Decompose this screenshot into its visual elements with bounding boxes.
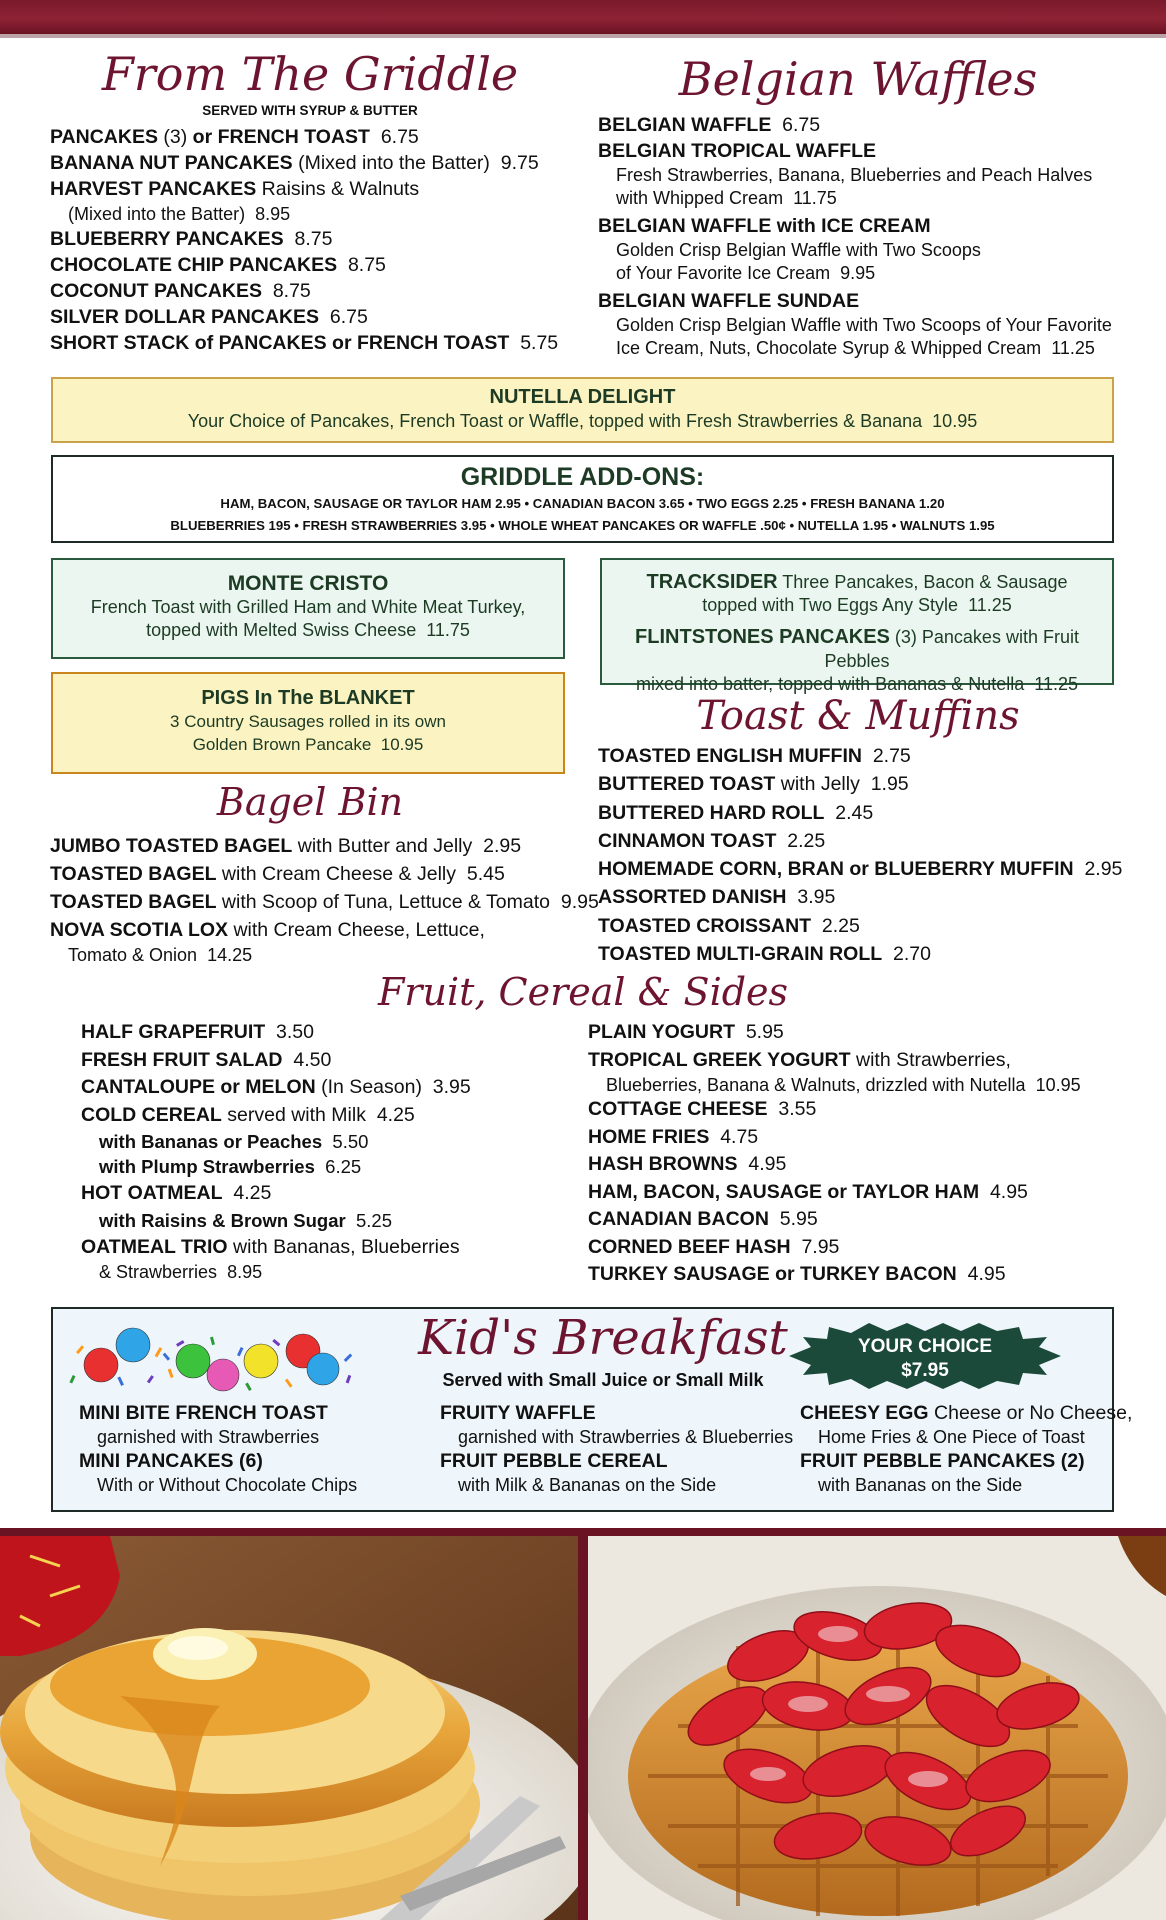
menu-item: PANCAKES (3) or FRENCH TOAST 6.75	[50, 126, 419, 148]
menu-item: HOT OATMEAL 4.25	[81, 1182, 272, 1204]
kids-item: FRUITY WAFFLE	[440, 1402, 596, 1424]
tracksider-line: TRACKSIDER Three Pancakes, Bacon & Sausage	[646, 571, 1068, 593]
kids-item-sub: garnished with Strawberries & Blueberries	[458, 1427, 794, 1447]
monte-title: MONTE CRISTO	[227, 572, 389, 595]
menu-item: TOASTED ENGLISH MUFFIN 2.75	[598, 745, 911, 767]
monte-desc: topped with Melted Swiss Cheese 11.75	[146, 620, 470, 640]
menu-item-sub: Fresh Strawberries, Banana, Blueberries and Peach Halves	[616, 165, 1093, 185]
menu-item-sub: Blueberries, Banana & Walnuts, drizzled with Nutella 10.95	[606, 1075, 1081, 1095]
menu-item-sub: with Plump Strawberries 6.25	[99, 1156, 362, 1177]
toast-section	[598, 690, 1158, 968]
badge-text: YOUR CHOICE	[857, 1336, 993, 1357]
kids-item: FRUIT PEBBLE CEREAL	[440, 1450, 668, 1472]
kids-column-1	[79, 1401, 409, 1497]
menu-item: ASSORTED DANISH 3.95	[598, 886, 836, 909]
kids-item-sub: with Bananas on the Side	[818, 1475, 1023, 1495]
menu-item: BELGIAN WAFFLE with ICE CREAM	[598, 215, 931, 237]
kids-item: CHEESY EGG Cheese or No Cheese,	[800, 1402, 1133, 1424]
kids-item-sub: Home Fries & One Piece of Toast	[818, 1427, 1085, 1447]
pigs-desc: Golden Brown Pancake 10.95	[192, 735, 424, 754]
menu-item: CANTALOUPE or MELON (In Season) 3.95	[81, 1076, 471, 1098]
fruit-right-column	[588, 1019, 1158, 1289]
menu-item: HALF GRAPEFRUIT 3.50	[81, 1021, 314, 1043]
kids-item-sub: garnished with Strawberries	[97, 1427, 320, 1447]
menu-item-sub: Golden Crisp Belgian Waffle with Two Scoops	[616, 240, 981, 260]
kids-title: Kid's Breakfast	[418, 1310, 788, 1366]
nutella-title: NUTELLA DELIGHT	[489, 386, 676, 408]
kids-item-sub: With or Without Chocolate Chips	[97, 1475, 358, 1495]
menu-item: CANADIAN BACON 5.95	[588, 1208, 818, 1230]
kids-item: FRUIT PEBBLE PANCAKES (2)	[800, 1450, 1085, 1472]
menu-item: NOVA SCOTIA LOX with Cream Cheese, Lettuce,	[50, 919, 485, 941]
menu-item-sub: & Strawberries 8.95	[99, 1262, 263, 1282]
menu-item: COCONUT PANCAKES 8.75	[50, 280, 311, 302]
kids-item-sub: with Milk & Bananas on the Side	[458, 1475, 717, 1495]
menu-item-sub: with Whipped Cream 11.75	[616, 188, 837, 208]
menu-item-sub: with Raisins & Brown Sugar 5.25	[99, 1210, 392, 1231]
menu-item: BANANA NUT PANCAKES (Mixed into the Batter) 9.75	[50, 152, 539, 174]
griddle-subtitle: SERVED WITH SYRUP & BUTTER	[202, 103, 418, 118]
kids-column-3	[800, 1401, 1133, 1497]
addons-title: GRIDDLE ADD-ONS:	[460, 463, 705, 491]
menu-item: HOME FRIES 4.75	[588, 1125, 759, 1148]
nutella-desc: Your Choice of Pancakes, French Toast or Waffle, topped with Fresh Strawberries & Banana 10.95	[187, 411, 978, 431]
menu-item: TOASTED BAGEL with Scoop of Tuna, Lettuce & Tomato 9.95	[50, 891, 599, 913]
griddle-addons-box	[51, 455, 1114, 543]
menu-item: TROPICAL GREEK YOGURT with Strawberries,	[588, 1048, 1011, 1071]
menu-item-sub: of Your Favorite Ice Cream 9.95	[616, 263, 876, 283]
tracksider-line: topped with Two Eggs Any Style 11.25	[702, 595, 1012, 615]
tracksider-box	[600, 558, 1114, 694]
pigs-title: PIGS In The BLANKET	[201, 687, 415, 709]
flintstones-line: FLINTSTONES PANCAKES (3) Pancakes with Fruit Pebbles	[635, 626, 1079, 671]
menu-item: CHOCOLATE CHIP PANCAKES 8.75	[50, 254, 386, 276]
menu-item: COTTAGE CHEESE 3.55	[588, 1098, 817, 1120]
menu-item: CORNED BEEF HASH 7.95	[588, 1235, 840, 1258]
menu-item: BUTTERED TOAST with Jelly 1.95	[598, 773, 909, 796]
bagel-section	[50, 776, 599, 966]
kids-column-2	[440, 1401, 800, 1497]
top-band	[0, 0, 1166, 34]
menu-item-sub: Tomato & Onion 14.25	[68, 945, 253, 965]
pancake-photo	[0, 1536, 578, 1920]
nutella-delight-box	[51, 377, 1114, 443]
balloons-confetti-icon	[61, 1317, 371, 1407]
menu-item: BUTTERED HARD ROLL 2.45	[598, 801, 874, 824]
badge-price: $7.95	[901, 1360, 949, 1381]
photo-divider	[0, 1528, 1166, 1536]
bagel-title: Bagel Bin	[216, 780, 404, 824]
waffles-section	[598, 48, 1118, 360]
menu-item: TOASTED CROISSANT 2.25	[598, 914, 860, 937]
toast-title: Toast & Muffins	[696, 693, 1020, 739]
kids-item: MINI PANCAKES (6)	[79, 1450, 263, 1472]
menu-item: TURKEY SAUSAGE or TURKEY BACON 4.95	[588, 1263, 1006, 1285]
kids-item: MINI BITE FRENCH TOAST	[79, 1402, 328, 1424]
your-choice-badge	[789, 1321, 1061, 1391]
kids-subtitle: Served with Small Juice or Small Milk	[442, 1370, 764, 1390]
menu-item: COLD CEREAL served with Milk 4.25	[81, 1103, 415, 1126]
menu-item-sub: Ice Cream, Nuts, Chocolate Syrup & Whipped Cream 11.25	[616, 338, 1095, 358]
menu-item: CINNAMON TOAST 2.25	[598, 829, 826, 852]
flintstones-line: mixed into batter, topped with Bananas & Nutella 11.25	[636, 674, 1078, 694]
addons-line: BLUEBERRIES 195 • FRESH STRAWBERRIES 3.95 • WHOLE WHEAT PANCAKES OR WAFFLE .50¢ • NUTELLA 1.95 • WALNUTS 1.95	[170, 518, 995, 533]
menu-item: JUMBO TOASTED BAGEL with Butter and Jelly 2.95	[50, 835, 522, 857]
addons-line: HAM, BACON, SAUSAGE OR TAYLOR HAM 2.95 • CANADIAN BACON 3.65 • TWO EGGS 2.25 • FRESH BANANA 1.20	[220, 496, 945, 511]
menu-item: TOASTED MULTI-GRAIN ROLL 2.70	[598, 943, 931, 966]
menu-item: HARVEST PANCAKES Raisins & Walnuts	[50, 178, 420, 200]
menu-item: SILVER DOLLAR PANCAKES 6.75	[50, 306, 368, 328]
menu-item: BELGIAN TROPICAL WAFFLE	[598, 140, 877, 162]
fruit-title: Fruit, Cereal & Sides	[377, 970, 789, 1014]
pigs-desc: 3 Country Sausages rolled in its own	[170, 712, 446, 731]
menu-item: FRESH FRUIT SALAD 4.50	[81, 1048, 332, 1071]
menu-item-sub: (Mixed into the Batter) 8.95	[68, 204, 291, 224]
kids-breakfast-box	[51, 1307, 1133, 1512]
menu-item: BLUEBERRY PANCAKES 8.75	[50, 228, 333, 250]
menu-item: BELGIAN WAFFLE SUNDAE	[598, 290, 860, 312]
griddle-section	[50, 46, 570, 356]
menu-item: SHORT STACK of PANCAKES or FRENCH TOAST 5.75	[50, 332, 559, 354]
pigs-blanket-box	[51, 672, 565, 774]
menu-item-sub: with Bananas or Peaches 5.50	[99, 1131, 369, 1152]
monte-desc: French Toast with Grilled Ham and White Meat Turkey,	[90, 597, 526, 617]
monte-cristo-box	[51, 558, 565, 659]
griddle-title: From The Griddle	[101, 47, 519, 101]
waffles-title: Belgian Waffles	[678, 52, 1038, 106]
menu-item: PLAIN YOGURT 5.95	[588, 1021, 784, 1043]
menu-item: HASH BROWNS 4.95	[588, 1153, 787, 1175]
menu-item: BELGIAN WAFFLE 6.75	[598, 114, 821, 136]
menu-item-sub: Golden Crisp Belgian Waffle with Two Scoops of Your Favorite	[616, 315, 1112, 335]
menu-item: TOASTED BAGEL with Cream Cheese & Jelly 5.45	[50, 863, 505, 885]
waffle-strawberries-photo	[588, 1536, 1166, 1920]
menu-item: OATMEAL TRIO with Bananas, Blueberries	[81, 1236, 460, 1258]
menu-item: HAM, BACON, SAUSAGE or TAYLOR HAM 4.95	[588, 1180, 1028, 1203]
menu-item: HOMEMADE CORN, BRAN or BLUEBERRY MUFFIN 2.95	[598, 858, 1123, 881]
photo-separator	[578, 1536, 588, 1920]
fruit-left-column	[81, 1019, 581, 1283]
